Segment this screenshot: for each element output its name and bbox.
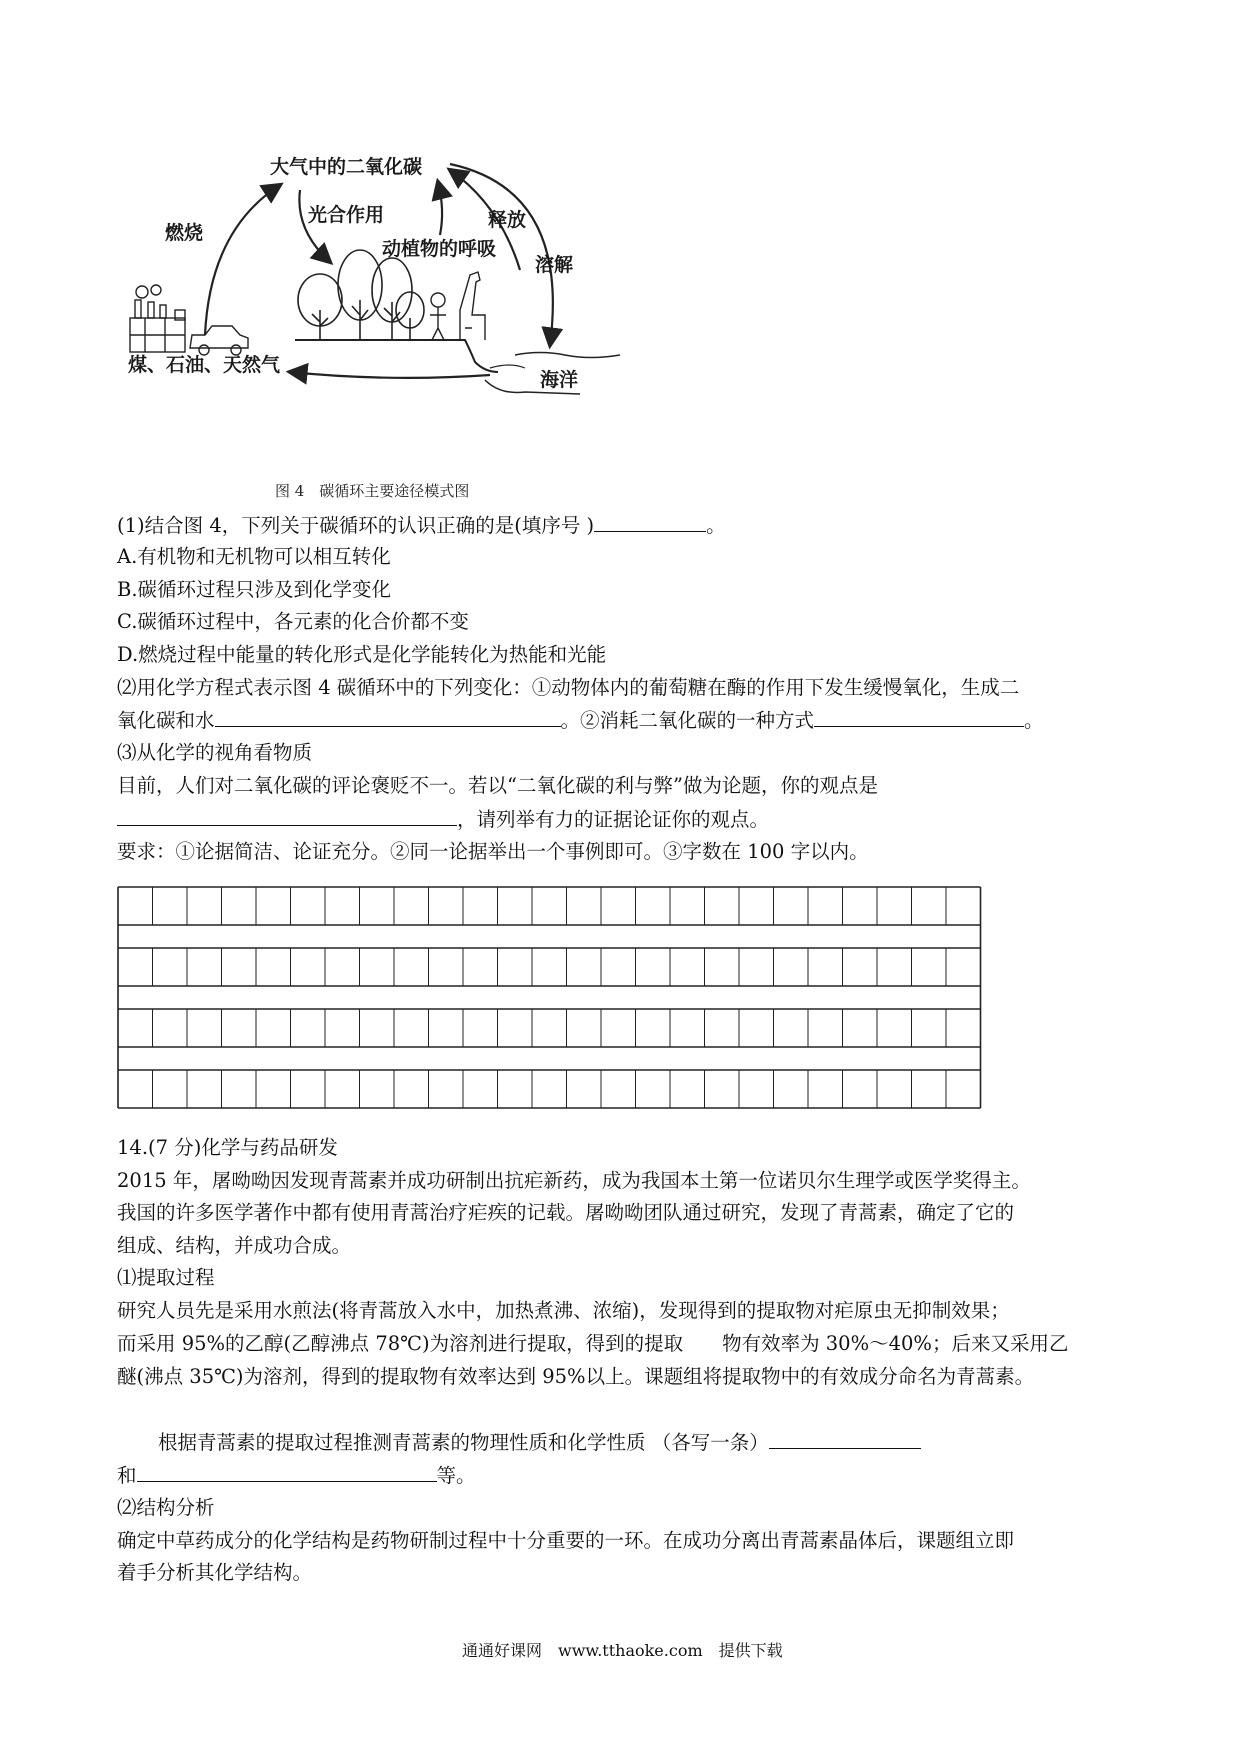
sea-wave (515, 353, 620, 358)
q13-part2-line2: 氧化碳和水 。②消耗二氧化碳的一种方式 。 (117, 706, 1044, 735)
q13-part1-line: (1)结合图 4，下列关于碳循环的认识正确的是(填序号 ) 。 (117, 511, 726, 540)
q14-section2-line: 着手分析其化学结构。 (117, 1561, 313, 1584)
option-a: A.有机物和无机物可以相互转化 (117, 545, 391, 568)
q14-section1-line: 研究人员先是采用水煎法(将青蒿放入水中，加热煮沸、浓缩)，发现得到的提取物对疟原虫无抑制效果； (117, 1299, 1010, 1322)
q14-question-line2: 和 等。 (117, 1461, 476, 1490)
q14-question-line1: 根据青蒿素的提取过程推测青蒿素的物理性质和化学性质 （各写一条） (158, 1428, 921, 1457)
label-photosynthesis: 光合作用 (308, 204, 385, 226)
q14-section1-title: ⑴提取过程 (117, 1266, 215, 1289)
carbon-cycle-drawing (120, 150, 680, 470)
label-combustion: 燃烧 (165, 222, 204, 244)
q14-intro-line: 2015 年，屠呦呦因发现青蒿素并成功研制出抗疟新药，成为我国本土第一位诺贝尔生理学或医学奖得主。 (117, 1169, 1031, 1192)
q14-chemical-property-blank[interactable] (137, 1461, 437, 1482)
figure-caption: 图 4 碳循环主要途径模式图 (275, 482, 470, 500)
q13-part1-answer-blank[interactable] (594, 511, 706, 532)
q14-intro-line: 我国的许多医学著作中都有使用青蒿治疗疟疾的记载。屠呦呦团队通过研究，发现了青蒿素，确定了它的 (117, 1201, 1015, 1224)
q14-section1-line: 而采用 95%的乙醇(乙醇沸点 78℃)为溶剂进行提取，得到的提取 物有效率为 30%～40%；后来又采用乙 (117, 1332, 1069, 1355)
label-dissolve: 溶解 (535, 254, 574, 276)
trees-drawing (298, 250, 424, 340)
q14-physical-property-blank[interactable] (769, 1428, 921, 1449)
label-atmosphere: 大气中的二氧化碳 (270, 156, 423, 178)
q13-equation2-blank[interactable] (814, 706, 1024, 727)
animals-drawing (430, 272, 485, 340)
q14-intro-line: 组成、结构，并成功合成。 (117, 1234, 352, 1257)
option-d: D.燃烧过程中能量的转化形式是化学能转化为热能和光能 (117, 643, 607, 666)
q13-part3-title: ⑶从化学的视角看物质 (117, 741, 313, 764)
label-respiration: 动植物的呼吸 (382, 238, 497, 260)
factory-drawing (130, 285, 185, 352)
respiration-arrow (438, 182, 442, 235)
footer-download-note: 通通好课网 www.tthaoke.com 提供下载 (462, 1641, 783, 1660)
q13-part3-line1: 目前，人们对二氧化碳的评论褒贬不一。若以“二氧化碳的利与弊”做为论题，你的观点是 (117, 774, 878, 797)
q14-title: 14.(7 分)化学与药品研发 (117, 1136, 338, 1159)
option-c: C.碳循环过程中，各元素的化合价都不变 (117, 610, 469, 633)
q14-section2-title: ⑵结构分析 (117, 1496, 215, 1519)
q13-part1-text: (1)结合图 4，下列关于碳循环的认识正确的是(填序号 ) (117, 514, 595, 537)
label-fossil-fuels: 煤、石油、天然气 (128, 354, 281, 376)
fossil-arrow (290, 372, 490, 378)
q14-section2-line: 确定中草药成分的化学结构是药物研制过程中十分重要的一环。在成功分离出青蒿素晶体后，课题组立即 (117, 1529, 1015, 1552)
q13-part3-line2: ，请列举有力的证据论证你的观点。 (117, 805, 769, 834)
q13-requirement: 要求：①论据简洁、论证充分。②同一论据举出一个事例即可。③字数在 100 字以内。 (117, 840, 869, 863)
option-b: B.碳循环过程只涉及到化学变化 (117, 578, 392, 601)
label-release: 释放 (488, 209, 527, 231)
q13-equation1-blank[interactable] (215, 706, 561, 727)
ground-line (295, 340, 498, 372)
answer-writing-grid[interactable] (117, 886, 983, 1112)
sea-wave (490, 365, 525, 368)
q13-part2-line1: ⑵用化学方程式表示图 4 碳循环中的下列变化：①动物体内的葡萄糖在酶的作用下发生缓慢氧化，生成二 (117, 676, 1020, 699)
q13-viewpoint-blank[interactable] (117, 805, 457, 826)
q14-section1-line: 醚(沸点 35℃)为溶剂，得到的提取物有效率达到 95%以上。课题组将提取物中的有效成分命名为青蒿素。 (117, 1365, 1035, 1388)
carbon-cycle-figure (120, 150, 680, 500)
combustion-arrow (205, 185, 280, 335)
label-ocean: 海洋 (540, 369, 579, 391)
